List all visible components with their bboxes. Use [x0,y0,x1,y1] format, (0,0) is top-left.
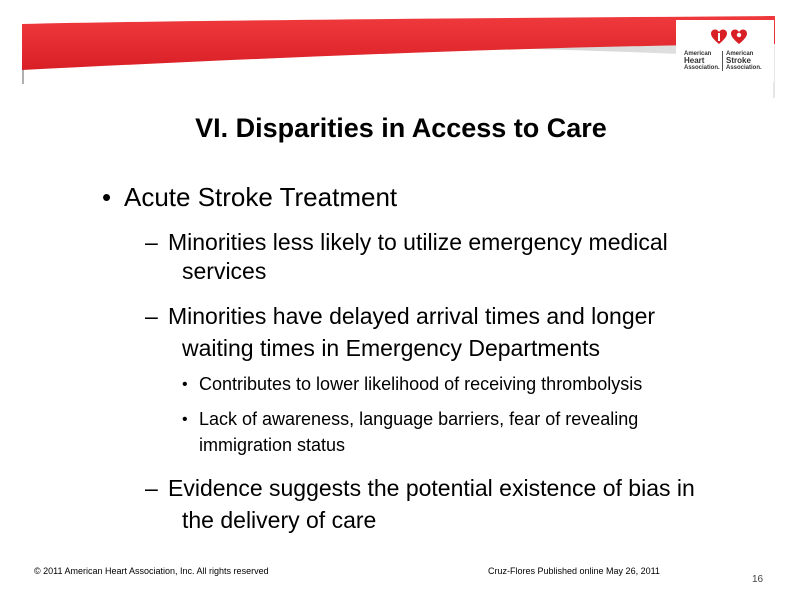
logo-divider [722,51,723,71]
aha-name-line3: Association. [684,65,720,71]
subsubpoint-1 [182,371,759,398]
aha-name-line1: American [684,51,712,57]
subpoint-1-line1: Minorities less likely to utilize emergency medical [168,229,668,255]
asa-name-line2: Stroke [726,56,751,65]
subsubpoint-2-line1: Lack of awareness, language barriers, fear of revealing [199,409,639,429]
page-number: 16 [752,574,764,585]
subsubpoint-2 [182,406,759,459]
asa-name-line3: Association. [726,65,762,71]
subpoint-1 [145,226,768,288]
subpoint-1-line2: services [182,258,267,284]
subpoint-2-line1: Minorities have delayed arrival times and longer [168,303,656,329]
bullet-dot-icon: • [182,411,188,428]
heart-torch-icon [710,28,728,46]
bullet-dot-icon: • [182,376,188,393]
dash-icon: – [145,303,158,329]
bullet-dot-icon: • [102,182,112,212]
footer-citation: Cruz-Flores Published online May 26, 2011 [488,566,660,576]
slide-title: VI. Disparities in Access to Care [195,113,607,143]
asa-name-line1: American [726,51,754,57]
subpoint-2-line2: waiting times in Emergency Departments [182,335,600,361]
final-point [145,472,768,537]
aha-asa-logo [684,24,768,76]
aha-name-line2: Heart [684,56,705,65]
final-point-line1: Evidence suggests the potential existence of bias in [168,475,695,501]
dash-icon: – [145,229,158,255]
dash-icon: – [145,475,158,501]
main-bullet [102,182,398,213]
final-point-line2: the delivery of care [182,507,377,533]
subsubpoint-2-line2: immigration status [199,435,346,455]
brain-heart-icon [730,28,748,46]
subpoint-2 [145,300,768,365]
footer-copyright: © 2011 American Heart Association, Inc. All rights reserved [34,566,269,576]
subsubpoint-1-line1: Contributes to lower likelihood of receiving thrombolysis [199,374,643,394]
header-banner [0,0,792,120]
main-bullet-text: Acute Stroke Treatment [124,182,398,212]
